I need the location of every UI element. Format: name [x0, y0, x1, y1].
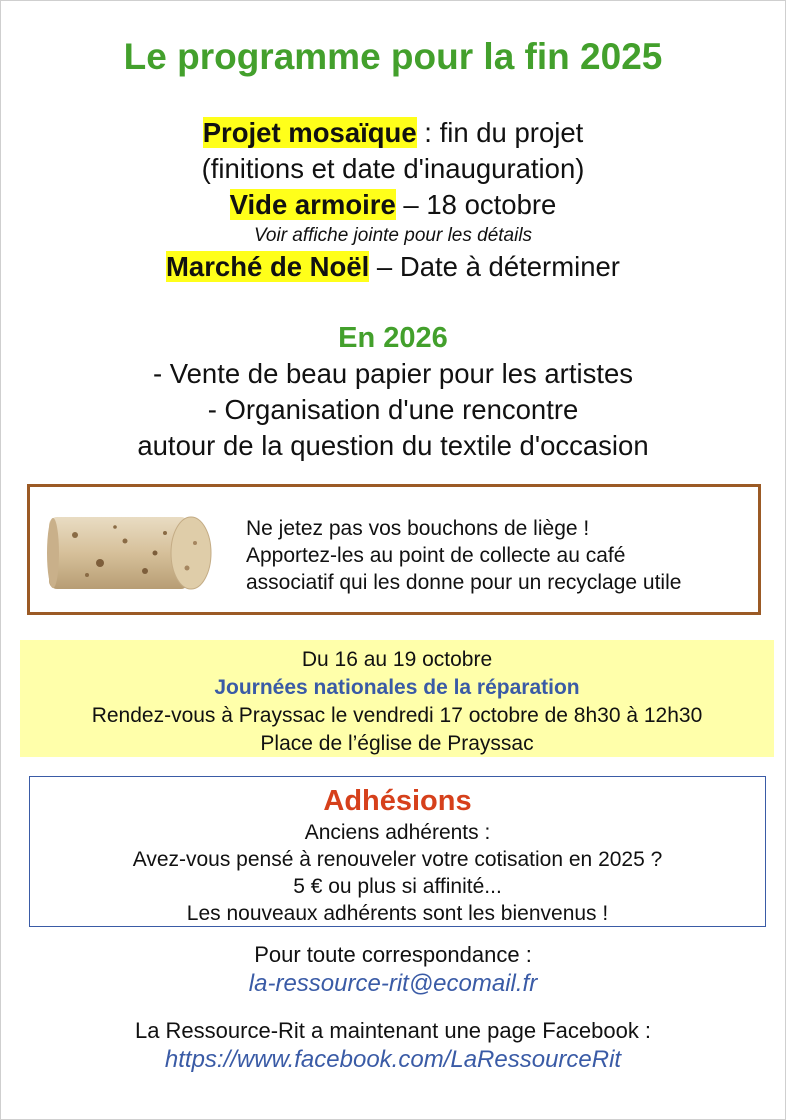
year-2026-item1: - Vente de beau papier pour les artistes [152, 358, 634, 389]
mosaic-line [0, 115, 786, 151]
adhesions-line2: Avez-vous pensé à renouveler votre cotisation en 2025 ? [132, 848, 663, 871]
repair-dates: Du 16 au 19 octobre [301, 648, 493, 671]
year-2026-section [0, 320, 786, 464]
repair-banner [20, 640, 774, 757]
mosaic-label: Projet mosaïque [202, 117, 417, 148]
cork-box [27, 484, 761, 615]
contact-section [0, 940, 786, 999]
year-2026-item3: autour de la question du textile d'occasion [137, 430, 649, 461]
adhesions-box [29, 776, 766, 927]
vide-line [0, 187, 786, 223]
cork-text [246, 515, 681, 596]
facebook-url-link[interactable]: https://www.facebook.com/LaRessourceRit [164, 1046, 622, 1073]
adhesions-heading: Adhésions [323, 785, 472, 817]
repair-place: Place de l’église de Prayssac [260, 732, 534, 755]
contact-email-link[interactable]: la-ressource-rit@ecomail.fr [248, 970, 538, 997]
repair-rdv: Rendez-vous à Prayssac le vendredi 17 octobre de 8h30 à 12h30 [91, 704, 703, 727]
cork-line3: associatif qui les donne pour un recyclage utile [246, 571, 682, 594]
adhesions-line4: Les nouveaux adhérents sont les bienvenus ! [186, 902, 609, 925]
vide-rest: – 18 octobre [395, 189, 557, 220]
contact-label: Pour toute correspondance : [254, 942, 532, 967]
mosaic-line2: (finitions et date d'inauguration) [201, 153, 585, 184]
noel-line [0, 249, 786, 285]
cork-image [45, 513, 215, 593]
year-2026-heading: En 2026 [338, 322, 448, 354]
mosaic-rest: : fin du projet [416, 117, 584, 148]
cork-line1: Ne jetez pas vos bouchons de liège ! [246, 517, 590, 540]
noel-rest: – Date à déterminer [369, 251, 620, 282]
repair-event: Journées nationales de la réparation [214, 676, 580, 699]
page-title: Le programme pour la fin 2025 [123, 36, 663, 77]
program-section [0, 115, 786, 285]
adhesions-line1: Anciens adhérents : [304, 821, 491, 844]
noel-label: Marché de Noël [166, 251, 370, 282]
adhesions-line3: 5 € ou plus si affinité... [293, 875, 502, 898]
cork-line2: Apportez-les au point de collecte au café [246, 544, 626, 567]
vide-label: Vide armoire [229, 189, 396, 220]
facebook-label: La Ressource-Rit a maintenant une page Facebook : [134, 1018, 652, 1043]
vide-note: Voir affiche jointe pour les détails [253, 225, 533, 246]
year-2026-item2: - Organisation d'une rencontre [207, 394, 579, 425]
facebook-section [0, 1016, 786, 1075]
